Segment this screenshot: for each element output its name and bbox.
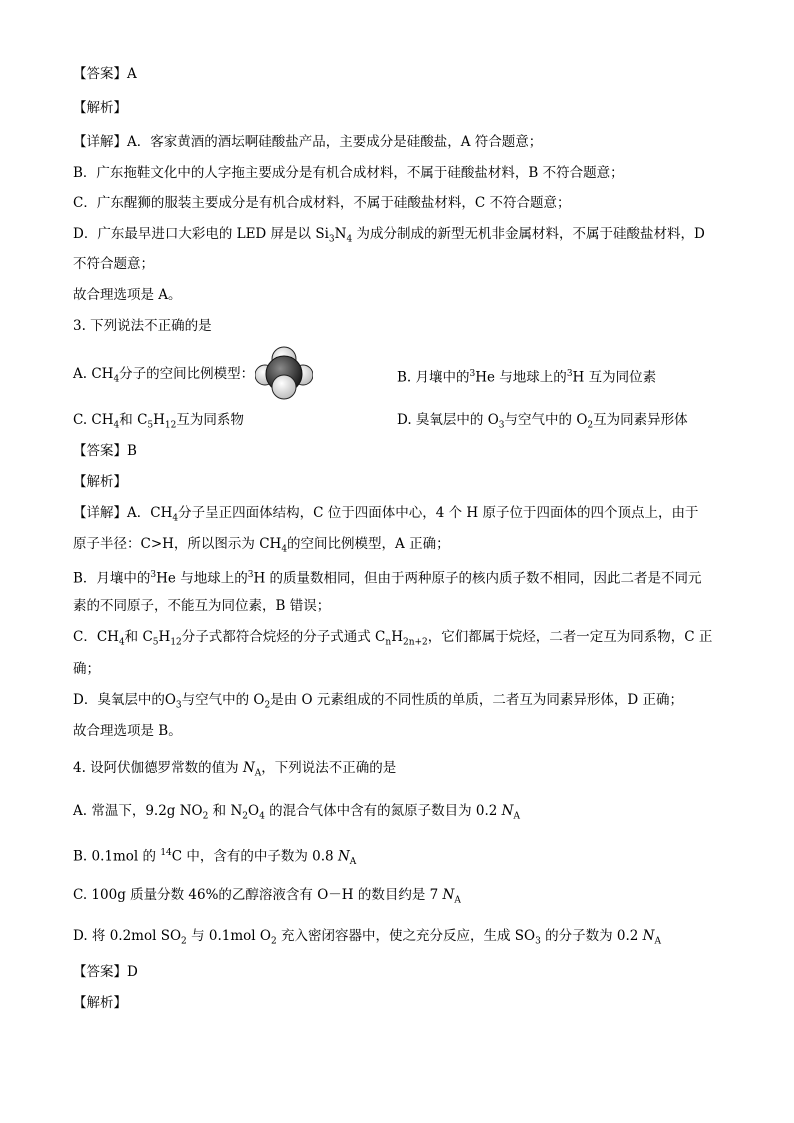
text: N [442, 887, 455, 903]
text: 4. 设阿伏伽德罗常数的值为 [73, 760, 243, 776]
text: D. 臭氧层中的 O [397, 412, 499, 428]
text: A. 常温下，9.2g NO [73, 803, 203, 819]
subscript: 3 [328, 234, 335, 245]
subscript: A [254, 768, 262, 779]
methane-space-filling-model-icon [255, 345, 313, 401]
text: 是由 O 元素组成的不同性质的单质，二者互为同素异形体，D 正确； [270, 692, 683, 708]
subscript: A [454, 895, 461, 906]
text: 互为同系物 [176, 412, 244, 428]
subscript: 3 [535, 936, 541, 947]
answer-line-b [73, 441, 137, 461]
text: 的混合气体中含有的氮原子数目为 0.2 [264, 803, 502, 819]
text: B．月壤中的 [73, 570, 151, 587]
q3-option-a [73, 364, 254, 390]
q3-option-d [397, 410, 688, 436]
detail2-c [73, 627, 712, 653]
subscript: 3 [175, 700, 182, 711]
analysis-tag-1 [73, 98, 127, 118]
detail-b: B．广东拖鞋文化中的人字拖主要成分是有机合成材料，不属于硅酸盐材料，B 不符合题意； [73, 165, 624, 181]
text: 为成分制成的新型无机非金属材料，不属于硅酸盐材料，D [352, 226, 705, 242]
subscript: 2 [181, 936, 187, 947]
conclusion-b: 故合理选项是 B。 [73, 723, 182, 739]
subscript: 2 [587, 420, 594, 431]
detail2-c-cont: 确； [73, 661, 100, 677]
superscript: 14 [160, 848, 172, 858]
text: Si [315, 226, 329, 242]
text: 互为同素异形体 [593, 412, 688, 428]
answer-tag: 【答案】 [73, 66, 127, 82]
detail2-d [73, 690, 683, 716]
detail-a [73, 132, 542, 152]
text: N [337, 848, 350, 865]
subscript: 2 [202, 811, 209, 822]
text: 分子式都符合烷烃的分子式通式 C [181, 629, 386, 645]
subscript: 2n+2 [402, 637, 428, 648]
text: D．广东最早进口大彩电的 LED 屏是以 [73, 226, 316, 242]
subscript: 4 [118, 637, 125, 648]
subscript: 2 [264, 700, 271, 711]
analysis-label: 【解析】 [73, 100, 127, 116]
text: B. 月壤中的 [397, 369, 470, 386]
answer-tag: 【答案】 [73, 443, 127, 459]
q3-option-b [397, 364, 656, 388]
analysis-tag-3 [73, 993, 127, 1013]
text: ，下列说法不正确的是 [261, 760, 397, 776]
text: N [242, 760, 255, 776]
detail2-a-cont [73, 534, 450, 560]
subscript: 12 [164, 420, 177, 431]
text: 原子半径：C>H，所以图示为 CH [73, 536, 282, 552]
text: N [642, 928, 655, 944]
text: H 的质量数相同，但由于两种原子的核内质子数不相同，因此二者是不同元 [253, 570, 702, 587]
text: C 中，含有的中子数为 0.8 [171, 848, 338, 865]
question-3-stem: 3. 下列说法不正确的是 [73, 318, 212, 334]
subscript: 4 [113, 374, 120, 385]
answer-line-a [73, 64, 137, 84]
detail2-a [73, 503, 698, 529]
q4-option-c [73, 885, 461, 911]
answer-line-d [73, 962, 138, 982]
analysis-label: 【解析】 [73, 474, 127, 490]
text: A．CH [127, 505, 173, 521]
q4-option-d [73, 926, 661, 952]
text: 和 C [124, 629, 153, 645]
text: C. 100g 质量分数 46%的乙醇溶液含有 O－H 的数目约是 7 [73, 887, 443, 903]
subscript: A [349, 857, 357, 868]
subscript: A [513, 811, 520, 822]
detail-text: A．客家黄酒的酒坛啊硅酸盐产品，主要成分是硅酸盐，A 符合题意； [127, 134, 543, 150]
text: H [391, 629, 403, 645]
text: 和 C [119, 412, 148, 428]
answer-value: A [127, 66, 137, 82]
text: 的分子数为 0.2 [540, 928, 643, 944]
text: O [248, 803, 260, 819]
text: A. CH [73, 366, 114, 382]
superscript: 3 [566, 369, 573, 379]
subscript: 4 [172, 513, 179, 524]
text: B. 0.1mol 的 [73, 848, 161, 865]
text: 分子呈正四面体结构，C 位于四面体中心，4 个 H 原子位于四面体的四个顶点上，由于 [178, 505, 699, 521]
superscript: 3 [247, 570, 254, 580]
subscript: 4 [113, 420, 120, 431]
text: He 与地球上的 [156, 570, 248, 587]
text: 分子的空间比例模型： [119, 366, 255, 382]
subscript: 4 [281, 544, 288, 555]
subscript: 4 [259, 811, 265, 822]
text: 与 0.1mol O [186, 928, 271, 944]
q4-option-b [73, 843, 356, 872]
text: C. CH [73, 412, 114, 428]
text: H [153, 412, 165, 428]
text: 的空间比例模型，A 正确； [287, 536, 450, 552]
subscript: 2 [242, 811, 248, 822]
superscript: 3 [469, 369, 476, 379]
answer-tag: 【答案】 [73, 964, 127, 980]
detail2-b [73, 565, 702, 589]
text: H [158, 629, 171, 645]
detail-c: C．广东醒狮的服装主要成分是有机合成材料，不属于硅酸盐材料，C 不符合题意； [73, 195, 571, 211]
superscript: 3 [150, 570, 157, 580]
text: He 与地球上的 [475, 369, 567, 386]
text: ，它们都属于烷烃，二者一定互为同系物，C 正 [427, 629, 713, 645]
detail-tag: 【详解】 [73, 134, 127, 150]
text: D．臭氧层中的O [73, 692, 176, 708]
text: 和 N [208, 803, 243, 819]
subscript: n [385, 637, 392, 648]
text: N [501, 803, 514, 819]
answer-value: D [127, 964, 138, 980]
subscript: 5 [147, 420, 154, 431]
detail-tag: 【详解】 [73, 505, 127, 521]
question-4-stem [73, 758, 396, 784]
q4-option-a [73, 801, 520, 827]
text: N [334, 226, 347, 242]
analysis-tag-2 [73, 472, 127, 492]
subscript: A [654, 936, 661, 947]
detail-d-cont: 不符合题意； [73, 256, 154, 272]
subscript: 5 [152, 637, 159, 648]
detail2-b-cont: 素的不同原子，不能互为同位素，B 错误； [73, 598, 331, 614]
detail-d [73, 224, 705, 250]
text: 与空气中的 O [181, 692, 265, 708]
subscript: 12 [170, 637, 182, 648]
subscript: 2 [270, 936, 277, 947]
text: C．CH [73, 629, 119, 645]
answer-value: B [127, 443, 137, 459]
text: 与空气中的 O [504, 412, 588, 428]
text: 充入密闭容器中，使之充分反应，生成 SO [276, 928, 536, 944]
subscript: 3 [498, 420, 505, 431]
analysis-label: 【解析】 [73, 995, 127, 1011]
q3-option-c [73, 410, 244, 436]
subscript: 4 [346, 234, 353, 245]
text: D. 将 0.2mol SO [73, 928, 182, 944]
conclusion-a: 故合理选项是 A。 [73, 287, 182, 303]
text: H 互为同位素 [572, 369, 657, 386]
